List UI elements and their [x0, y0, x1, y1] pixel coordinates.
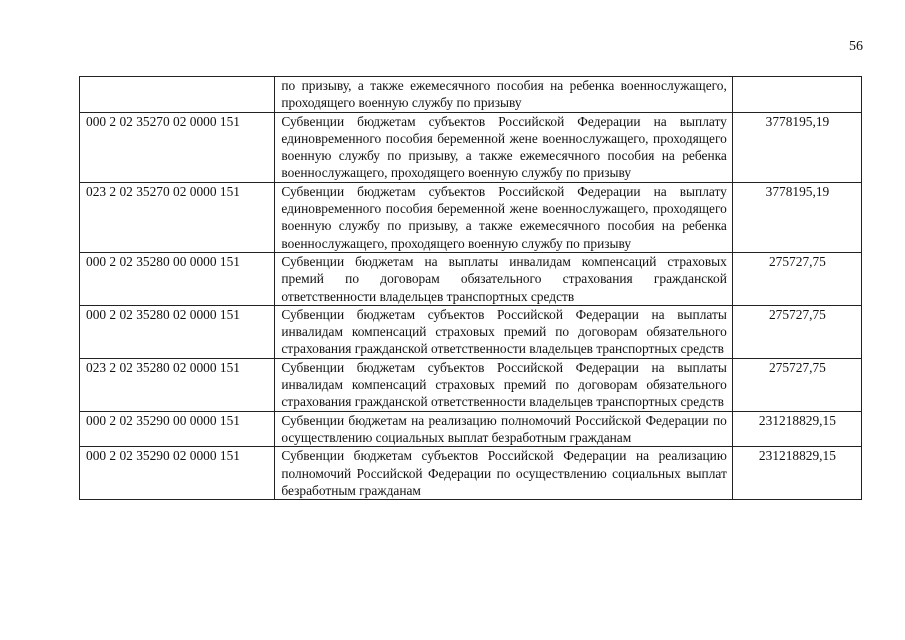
table-row	[80, 182, 862, 252]
table-row	[80, 411, 862, 447]
budget-code-cell: 000 2 02 35270 02 0000 151	[80, 112, 275, 182]
amount-cell	[732, 77, 861, 113]
budget-code-cell: 023 2 02 35280 02 0000 151	[80, 358, 275, 411]
budget-table	[79, 76, 862, 500]
budget-code-cell: 000 2 02 35280 02 0000 151	[80, 305, 275, 358]
table-row	[80, 305, 862, 358]
amount-cell: 275727,75	[732, 305, 861, 358]
table-row	[80, 358, 862, 411]
table-row	[80, 447, 862, 500]
description-cell: Субвенции бюджетам на реализацию полномочий Российской Федерации по осуществлению социальных выплат безработным гражданам	[275, 411, 733, 447]
table-row	[80, 112, 862, 182]
page-number: 56	[849, 39, 863, 54]
amount-cell: 275727,75	[732, 252, 861, 305]
amount-cell: 275727,75	[732, 358, 861, 411]
description-cell: Субвенции бюджетам субъектов Российской Федерации на выплату единовременного пособия беременной жене военнослужащего, проходящего военную службу по призыву, а также ежемесячного пособия на ребенка военнослужащего, проходящего военную службу по призыву	[275, 112, 733, 182]
amount-cell: 231218829,15	[732, 411, 861, 447]
table-row	[80, 77, 862, 113]
amount-cell: 3778195,19	[732, 182, 861, 252]
amount-cell: 3778195,19	[732, 112, 861, 182]
table-row	[80, 252, 862, 305]
description-cell: Субвенции бюджетам субъектов Российской Федерации на выплаты инвалидам компенсаций страховых премий по договорам обязательного страхования гражданской ответственности владельцев транспортных средств	[275, 305, 733, 358]
description-cell: по призыву, а также ежемесячного пособия на ребенка военнослужащего, проходящего военную службу по призыву	[275, 77, 733, 113]
amount-cell: 231218829,15	[732, 447, 861, 500]
budget-code-cell: 000 2 02 35290 00 0000 151	[80, 411, 275, 447]
description-cell: Субвенции бюджетам на выплаты инвалидам компенсаций страховых премий по договорам обязательного страхования гражданской ответственности владельцев транспортных средств	[275, 252, 733, 305]
budget-code-cell: 000 2 02 35280 00 0000 151	[80, 252, 275, 305]
budget-code-cell: 000 2 02 35290 02 0000 151	[80, 447, 275, 500]
description-cell: Субвенции бюджетам субъектов Российской Федерации на выплату единовременного пособия беременной жене военнослужащего, проходящего военную службу по призыву, а также ежемесячного пособия на ребенка военнослужащего, проходящего военную службу по призыву	[275, 182, 733, 252]
description-cell: Субвенции бюджетам субъектов Российской Федерации на реализацию полномочий Российской Федерации по осуществлению социальных выплат безработным гражданам	[275, 447, 733, 500]
budget-code-cell	[80, 77, 275, 113]
description-cell: Субвенции бюджетам субъектов Российской Федерации на выплаты инвалидам компенсаций страховых премий по договорам обязательного страхования гражданской ответственности владельцев транспортных средств	[275, 358, 733, 411]
budget-code-cell: 023 2 02 35270 02 0000 151	[80, 182, 275, 252]
